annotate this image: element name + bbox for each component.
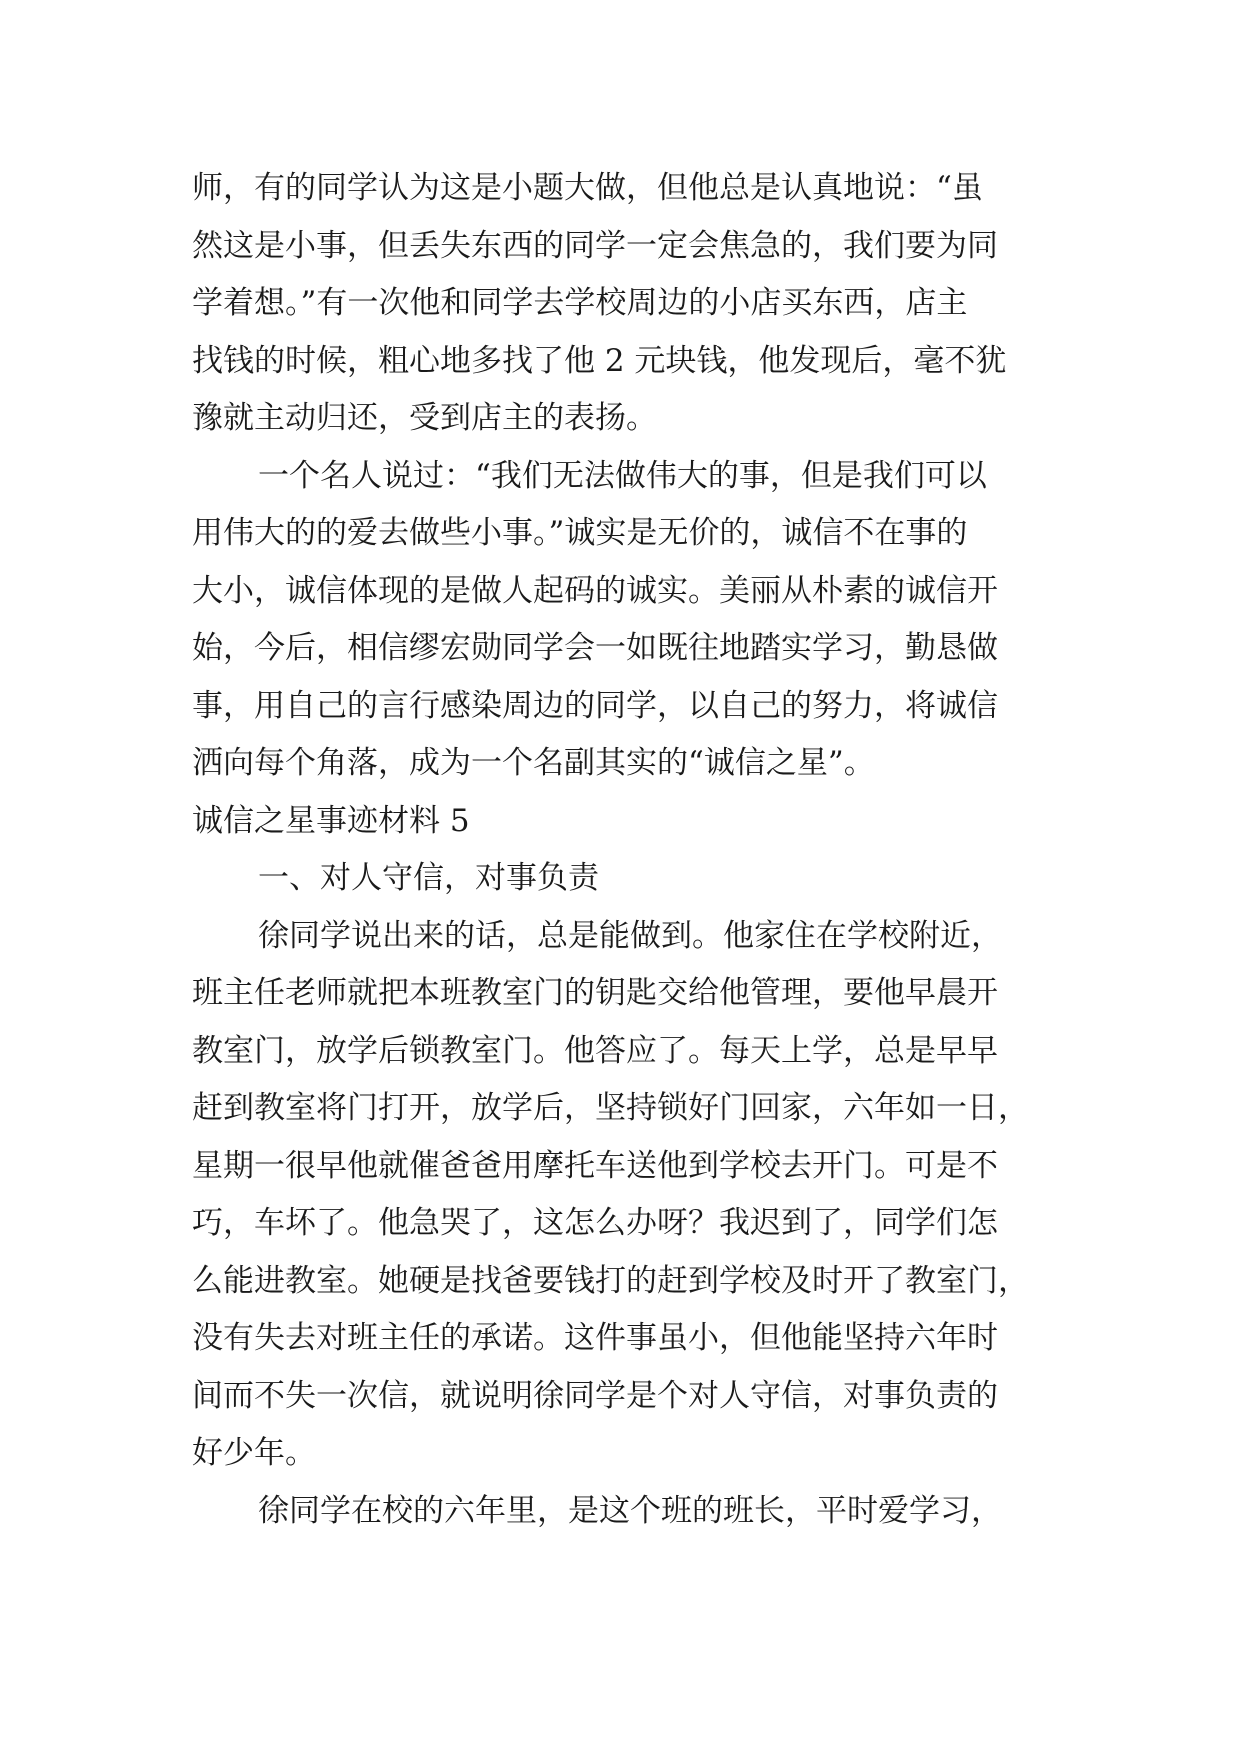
text-line: 豫就主动归还，受到店主的表扬。 [192, 400, 657, 436]
text-line: 一、对人守信，对事负责 [258, 860, 599, 896]
text-line: 么能进教室。她硬是找爸要钱打的赶到学校及时开了教室门， [192, 1262, 1029, 1299]
text-line: 徐同学在校的六年里，是这个班的班长，平时爱学习， [258, 1492, 1002, 1529]
text-line: 班主任老师就把本班教室门的钥匙交给他管理，要他早晨开 [192, 975, 998, 1011]
text-line: 教室门，放学后锁教室门。他答应了。每天上学，总是早早 [192, 1032, 998, 1069]
text-line: 师，有的同学认为这是小题大做，但他总是认真地说：“虽 [192, 170, 983, 206]
document-body [192, 160, 1054, 1540]
text-line: 洒向每个角落，成为一个名副其实的“诚信之星”。 [192, 745, 875, 781]
text-line: 好少年。 [192, 1435, 316, 1471]
text-line: 巧，车坏了。他急哭了，这怎么办呀？我迟到了，同学们怎 [192, 1205, 998, 1241]
text-line: 星期一很早他就催爸爸用摩托车送他到学校去开门。可是不 [192, 1147, 998, 1184]
text-line: 大小，诚信体现的是做人起码的诚实。美丽从朴素的诚信开 [192, 572, 998, 609]
section-heading: 诚信之星事迹材料 5 [192, 802, 470, 839]
text-line: 始，今后，相信缪宏勋同学会一如既往地踏实学习，勤恳做 [192, 630, 998, 666]
text-line: 学着想。”有一次他和同学去学校周边的小店买东西，店主 [192, 285, 968, 321]
text-line: 赶到教室将门打开，放学后，坚持锁好门回家，六年如一日， [192, 1090, 1029, 1126]
text-line: 用伟大的的爱去做些小事。”诚实是无价的，诚信不在事的 [192, 515, 968, 551]
text-line: 徐同学说出来的话，总是能做到。他家住在学校附近， [258, 917, 1002, 954]
text-line: 然这是小事，但丢失东西的同学一定会焦急的，我们要为同 [192, 227, 998, 264]
text-line: 间而不失一次信，就说明徐同学是个对人守信，对事负责的 [192, 1377, 998, 1414]
text-line: 一个名人说过：“我们无法做伟大的事，但是我们可以 [258, 457, 987, 494]
text-line: 没有失去对班主任的承诺。这件事虽小，但他能坚持六年时 [192, 1320, 998, 1356]
text-line: 事，用自己的言行感染周边的同学，以自己的努力，将诚信 [192, 687, 998, 724]
text-line: 找钱的时候，粗心地多找了他 2 元块钱，他发现后，毫不犹 [192, 342, 1007, 379]
